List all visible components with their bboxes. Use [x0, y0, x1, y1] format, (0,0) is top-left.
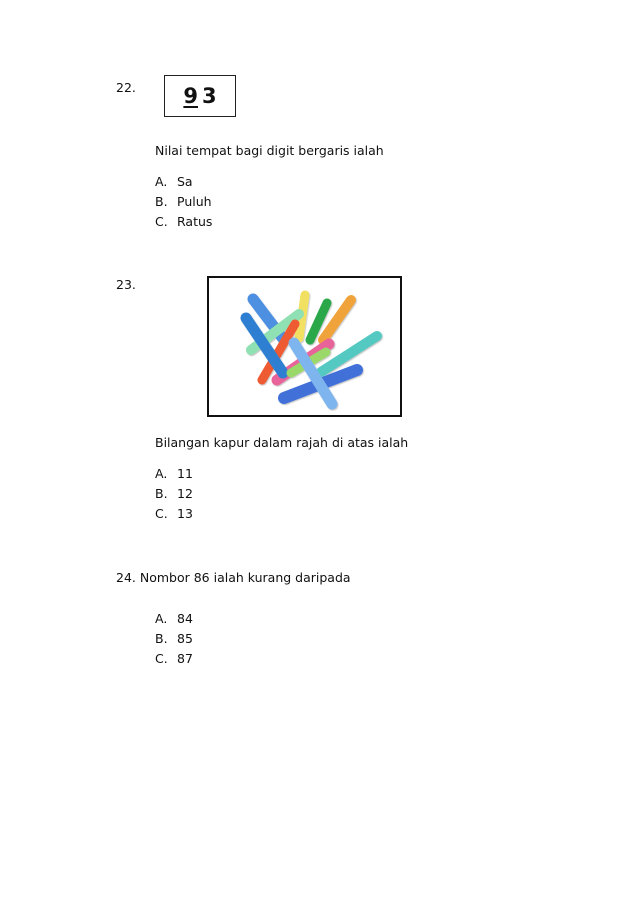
- option-letter: B.: [155, 194, 168, 209]
- question-22-text: Nilai tempat bagi digit bergaris ialah: [155, 143, 384, 158]
- option-text: 84: [177, 611, 193, 626]
- option-text: Sa: [177, 174, 193, 189]
- question-23-number: 23.: [116, 277, 136, 292]
- option-text: Ratus: [177, 214, 213, 229]
- question-22-number: 22.: [116, 80, 136, 95]
- question-24-option-c: [155, 651, 193, 666]
- option-text: 11: [177, 466, 193, 481]
- option-letter: B.: [155, 631, 168, 646]
- option-text: 13: [177, 506, 193, 521]
- question-22-option-a: [155, 174, 193, 189]
- option-text: 85: [177, 631, 193, 646]
- question-24-option-a: [155, 611, 193, 626]
- option-letter: A.: [155, 174, 168, 189]
- question-22-option-c: [155, 214, 212, 229]
- option-letter: C.: [155, 506, 168, 521]
- chalk-sticks-picture: [209, 278, 400, 415]
- option-text: Puluh: [177, 194, 212, 209]
- plain-digit: 3: [202, 84, 217, 108]
- question-23-option-b: [155, 486, 193, 501]
- question-23-option-a: [155, 466, 193, 481]
- question-22-option-b: [155, 194, 212, 209]
- option-letter: A.: [155, 611, 168, 626]
- option-letter: C.: [155, 651, 168, 666]
- question-24-text: 24. Nombor 86 ialah kurang daripada: [116, 570, 351, 585]
- number-box: [164, 75, 236, 117]
- option-letter: A.: [155, 466, 168, 481]
- option-letter: B.: [155, 486, 168, 501]
- option-text: 87: [177, 651, 193, 666]
- question-23-option-c: [155, 506, 193, 521]
- option-text: 12: [177, 486, 193, 501]
- question-24-option-b: [155, 631, 193, 646]
- underlined-digit: 9: [183, 84, 198, 108]
- question-23-text: Bilangan kapur dalam rajah di atas ialah: [155, 435, 409, 450]
- chalk-picture-frame: [207, 276, 402, 417]
- option-letter: C.: [155, 214, 168, 229]
